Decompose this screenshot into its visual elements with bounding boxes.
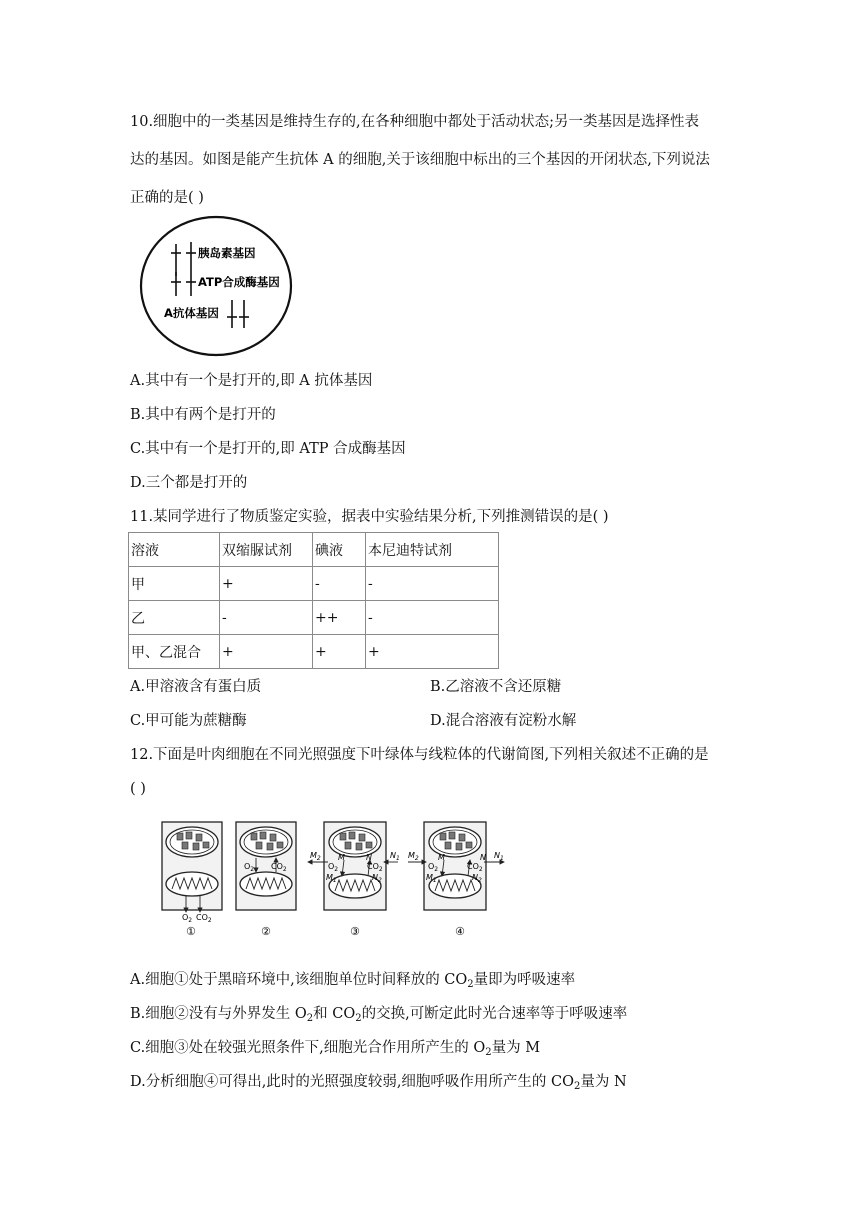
- svg-text:O2: $O_2$: [244, 862, 255, 873]
- svg-text:CO2: $CO_2$: [367, 862, 383, 873]
- table-header-row: [129, 533, 499, 567]
- cell-1: [162, 822, 222, 938]
- q10-cell-figure: [136, 212, 296, 358]
- q12-option-b: B.细胞②没有与外界发生 $O_2$和 $CO_2$的交换,可断定此时光合速率等于呼吸速率: [130, 1006, 628, 1024]
- svg-text:CO2: $CO_2$: [271, 862, 287, 873]
- svg-text:N: N: [366, 853, 372, 862]
- svg-text:N1: $N_1$: [390, 851, 400, 862]
- cell-4: [408, 822, 504, 938]
- gene-label-insulin: 胰岛素基因: [198, 246, 256, 260]
- q11-option-c: C.甲可能为蔗糖酶: [130, 713, 247, 729]
- q12-stem-line2: ( ): [130, 781, 146, 797]
- figure-label-4: ④: [455, 925, 465, 938]
- table-cell: 乙: [129, 601, 220, 635]
- table-cell: +: [220, 635, 313, 669]
- table-row: [129, 601, 499, 635]
- table-cell: -: [366, 567, 499, 601]
- svg-text:M2: $M_2$: [310, 851, 321, 862]
- table-cell: ++: [313, 601, 366, 635]
- svg-text:N2: $N_2$: [372, 873, 382, 884]
- q12-cell-figure: [158, 820, 518, 938]
- svg-text:N: N: [480, 853, 486, 862]
- figure-label-3: ③: [350, 925, 360, 938]
- q12-option-d: D.分析细胞④可得出,此时的光照强度较弱,细胞呼吸作用所产生的 $CO_2$量为 N: [130, 1074, 627, 1092]
- svg-text:O2: $O_2$: [328, 862, 339, 873]
- svg-text:N2: $N_2$: [472, 873, 482, 884]
- q12-option-a: A.细胞①处于黑暗环境中,该细胞单位时间释放的 $CO_2$量即为呼吸速率: [130, 972, 576, 990]
- q10-stem-line3: 正确的是( ): [130, 190, 204, 206]
- svg-text:M2: $M_2$: [408, 851, 419, 862]
- svg-text:CO2: $CO_2$: [467, 862, 483, 873]
- q10-option-c: C.其中有一个是打开的,即 ATP 合成酶基因: [130, 441, 406, 457]
- table-cell: -: [220, 601, 313, 635]
- table-header-cell: 双缩脲试剂: [220, 533, 313, 567]
- q12-stem-line1: 12.下面是叶肉细胞在不同光照强度下叶绿体与线粒体的代谢简图,下列相关叙述不正确的是: [130, 747, 709, 763]
- q10-option-a: A.其中有一个是打开的,即 A 抗体基因: [130, 373, 373, 389]
- table-cell: -: [366, 601, 499, 635]
- table-cell: 甲、乙混合: [129, 635, 220, 669]
- table-header-cell: 碘液: [313, 533, 366, 567]
- svg-text:N1: $N_1$: [494, 851, 504, 862]
- q10-option-b: B.其中有两个是打开的: [130, 407, 276, 423]
- q11-stem: 11.某同学进行了物质鉴定实验，据表中实验结果分析,下列推测错误的是( ): [130, 509, 609, 525]
- q11-option-a: A.甲溶液含有蛋白质: [130, 679, 262, 695]
- q11-option-b: B.乙溶液不含还原糖: [430, 679, 562, 695]
- svg-text:O2: $O_2$: [182, 913, 193, 924]
- svg-text:M1: $M_1$: [426, 873, 437, 884]
- gene-label-antibody-a: A抗体基因: [164, 306, 219, 320]
- q12-option-c: C.细胞③处在较强光照条件下,细胞光合作用所产生的 $O_2$量为 M: [130, 1040, 541, 1058]
- table-header-cell: 溶液: [129, 533, 220, 567]
- table-cell: -: [313, 567, 366, 601]
- cell-3: [308, 822, 400, 938]
- svg-text:M: M: [338, 853, 345, 862]
- q10-stem-line1: 10.细胞中的一类基因是维持生存的,在各种细胞中都处于活动状态;另一类基因是选择性表: [130, 114, 700, 130]
- figure-label-1: ①: [186, 925, 196, 938]
- q10-stem-line2: 达的基因。如图是能产生抗体 A 的细胞,关于该细胞中标出的三个基因的开闭状态,下列说法: [130, 152, 710, 168]
- table-row: [129, 567, 499, 601]
- svg-text:M1: $M_1$: [326, 873, 337, 884]
- q11-option-d: D.混合溶液有淀粉水解: [430, 713, 577, 729]
- table-header-cell: 本尼迪特试剂: [366, 533, 499, 567]
- gene-label-atp-synthase: ATP合成酶基因: [198, 275, 280, 289]
- svg-text:M: M: [438, 853, 445, 862]
- table-cell: +: [220, 567, 313, 601]
- figure-label-2: ②: [261, 925, 271, 938]
- table-cell: +: [313, 635, 366, 669]
- svg-text:O2: $O_2$: [428, 862, 439, 873]
- q10-option-d: D.三个都是打开的: [130, 475, 248, 491]
- table-row: [129, 635, 499, 669]
- svg-text:CO2: $CO_2$: [196, 913, 212, 924]
- table-cell: +: [366, 635, 499, 669]
- q11-results-table: [128, 532, 499, 669]
- cell-2: [236, 822, 296, 938]
- table-cell: 甲: [129, 567, 220, 601]
